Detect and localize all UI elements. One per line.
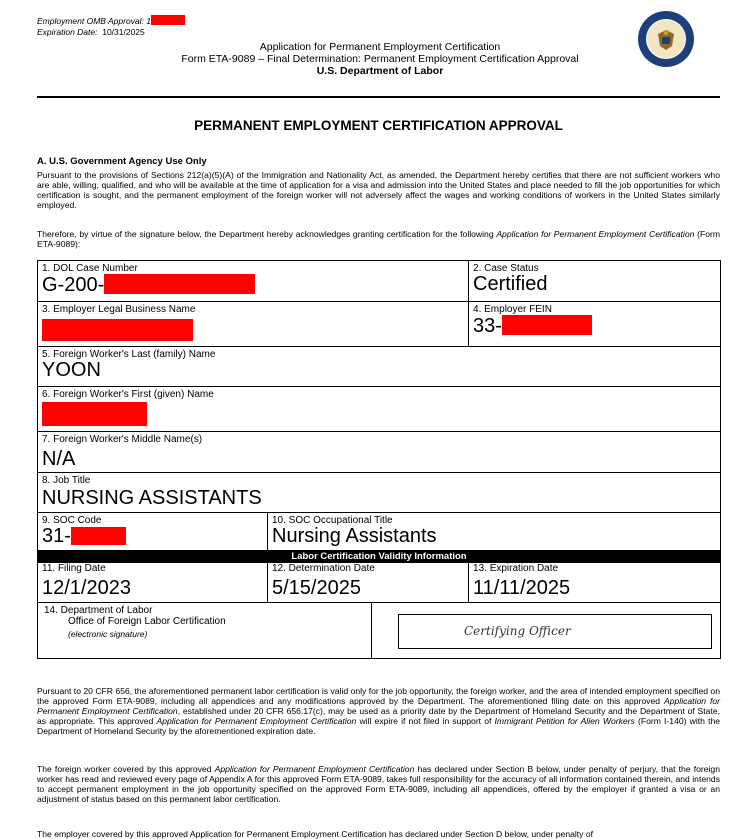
header-line-3: U.S. Department of Labor: [316, 65, 444, 77]
field-determination-date: [268, 563, 469, 603]
form-header: [120, 41, 640, 77]
para3-b: , established under 20 CFR 656.17(c), may be used as a priority date by the Department of Homeland Security and the Department of State, as appropriate. This approved: [37, 706, 721, 726]
field-value: [42, 526, 263, 546]
field-label: 7. Foreign Worker's Middle Name(s): [42, 434, 203, 445]
redaction-first-name: [42, 402, 147, 426]
para3-c: will expire if not filed in support of: [356, 716, 495, 726]
redaction-case-number: [104, 274, 255, 294]
field-job-title: [38, 473, 721, 513]
para2-text-b: (Form ETA-9089):: [37, 229, 721, 249]
field-expiration-date: [469, 563, 721, 603]
field-value: [42, 274, 464, 295]
validity-paragraph: [37, 686, 720, 736]
case-status-value: Certified: [473, 273, 548, 295]
filing-date-value: 12/1/2023: [42, 577, 131, 599]
soc-code-value: 31-: [42, 525, 71, 547]
para3-i3: Immigrant Petition for Alien Workers: [494, 716, 635, 726]
field-label: 1. DOL Case Number: [42, 263, 138, 274]
field-label: 3. Employer Legal Business Name: [42, 304, 196, 315]
office-name: Office of Foreign Labor Certification: [68, 616, 226, 627]
field-middle-name: [38, 432, 721, 473]
para2-text-italic: Application for Permanent Employment Certification: [496, 229, 695, 239]
field-dol-case-number: [38, 261, 469, 302]
signature-box: [398, 614, 712, 649]
para3-i1: Application for Permanent Employment Certification: [37, 696, 720, 716]
field-label: 13. Expiration Date: [473, 563, 559, 574]
last-name-value: YOON: [42, 359, 101, 381]
field-label: 6. Foreign Worker's First (given) Name: [42, 389, 214, 400]
para4-a: The foreign worker covered by this approved: [37, 764, 215, 774]
expiration-date-value: 11/11/2025: [473, 577, 571, 599]
job-title-value: NURSING ASSISTANTS: [42, 487, 262, 509]
electronic-signature-note: (electronic signature): [68, 629, 148, 639]
middle-name-value: N/A: [42, 448, 76, 470]
field-label: 4. Employer FEIN: [473, 304, 552, 315]
para3-a: Pursuant to 20 CFR 656, the aforementioned permanent labor certification is valid only for the job opportunity, the foreign worker, and the area of intended employment specified on the approved Form ETA-9089, including all appendices and any modifications approved by the Department. The aforementioned filing date on this approved: [37, 686, 720, 706]
redaction-soc-code: [71, 527, 126, 545]
field-soc-title: [268, 513, 721, 551]
field-last-name: [38, 347, 721, 387]
field-label: 8. Job Title: [42, 475, 91, 486]
fein-value: 33-: [473, 315, 502, 337]
field-label: 12. Determination Date: [272, 563, 375, 574]
field-filing-date: [38, 563, 268, 603]
header-line-2: Form ETA-9089 – Final Determination: Permanent Employment Certification Approval: [181, 53, 579, 65]
header-line-1: Application for Permanent Employment Certification: [259, 41, 501, 53]
para3-d: (Form I-140) with the Department of Homeland Security by the aforementioned expiration date.: [37, 716, 721, 736]
omb-approval-label: Employment OMB Approval: 1: [37, 16, 152, 26]
para4-i1: Application for Permanent Employment Certification: [214, 764, 415, 774]
field-employer-name: [38, 302, 469, 347]
section-a-paragraph-2: [37, 229, 720, 249]
certifying-officer-signature: Certifying Officer: [464, 624, 571, 638]
expiration-value: 10/31/2025: [102, 27, 145, 37]
header-divider: [37, 96, 720, 98]
field-dol-signature-block: [38, 603, 372, 659]
omb-block: [37, 15, 185, 38]
redaction-omb: [151, 15, 185, 25]
field-label: 11. Filing Date: [42, 563, 106, 574]
field-label: 2. Case Status: [473, 263, 539, 274]
field-soc-code: [38, 513, 268, 551]
field-first-name: [38, 387, 721, 432]
field-label: 14. Department of Labor: [44, 605, 153, 616]
field-label: 10. SOC Occupational Title: [272, 515, 393, 526]
foreign-worker-paragraph: [37, 764, 720, 804]
employer-paragraph: The employer covered by this approved Application for Permanent Employment Certification has declared under Section D below, under penalty of: [37, 829, 594, 839]
field-label: 5. Foreign Worker's Last (family) Name: [42, 349, 216, 360]
expiration-label: Expiration Date:: [37, 27, 98, 37]
determination-date-value: 5/15/2025: [272, 577, 361, 599]
redaction-fein: [502, 315, 592, 335]
department-of-labor-seal-icon: [637, 10, 695, 68]
para3-i2: Application for Permanent Employment Certification: [156, 716, 357, 726]
case-number-value: G-200-: [42, 274, 105, 296]
page-title: PERMANENT EMPLOYMENT CERTIFICATION APPROVAL: [194, 118, 563, 133]
field-case-status: [469, 261, 721, 302]
redaction-employer-name: [42, 319, 193, 341]
certification-form-table: [37, 260, 721, 659]
validity-info-bar: Labor Certification Validity Information: [38, 551, 721, 563]
field-employer-fein: [469, 302, 721, 347]
soc-title-value: Nursing Assistants: [272, 525, 437, 547]
section-a-heading: A. U.S. Government Agency Use Only: [37, 156, 207, 167]
section-a-paragraph-1: Pursuant to the provisions of Sections 212(a)(5)(A) of the Immigration and Nationality Act, as amended, the Department hereby certifies that there are not sufficient workers who are able, willing, qualified, and who will be available at the time of application for a visa and admission into the United States and place needed to fill the job opportunities for which certification is sought, and the permanent employment of the foreign worker will not adversely affect the wages and working conditions of workers in the United States similarly employed.: [37, 170, 720, 210]
para4-b: has declared under Section B below, under penalty of perjury, that the foreign worker has read and reviewed every page of Appendix A for this approved Form ETA-9089, takes full responsibility for the accuracy of all information contained therein, and intends to accept permanent employment in the job opportunity specified on the approved Form ETA-9089, including all appendices, offered by the employer if granted a visa or an adjustment of status based on this permanent labor certification.: [37, 764, 720, 804]
para2-text-a: Therefore, by virtue of the signature below, the Department hereby acknowledges granting certification for the following: [37, 229, 497, 239]
field-label: 9. SOC Code: [42, 515, 102, 526]
field-value: [473, 315, 716, 336]
signature-cell: [372, 603, 721, 659]
